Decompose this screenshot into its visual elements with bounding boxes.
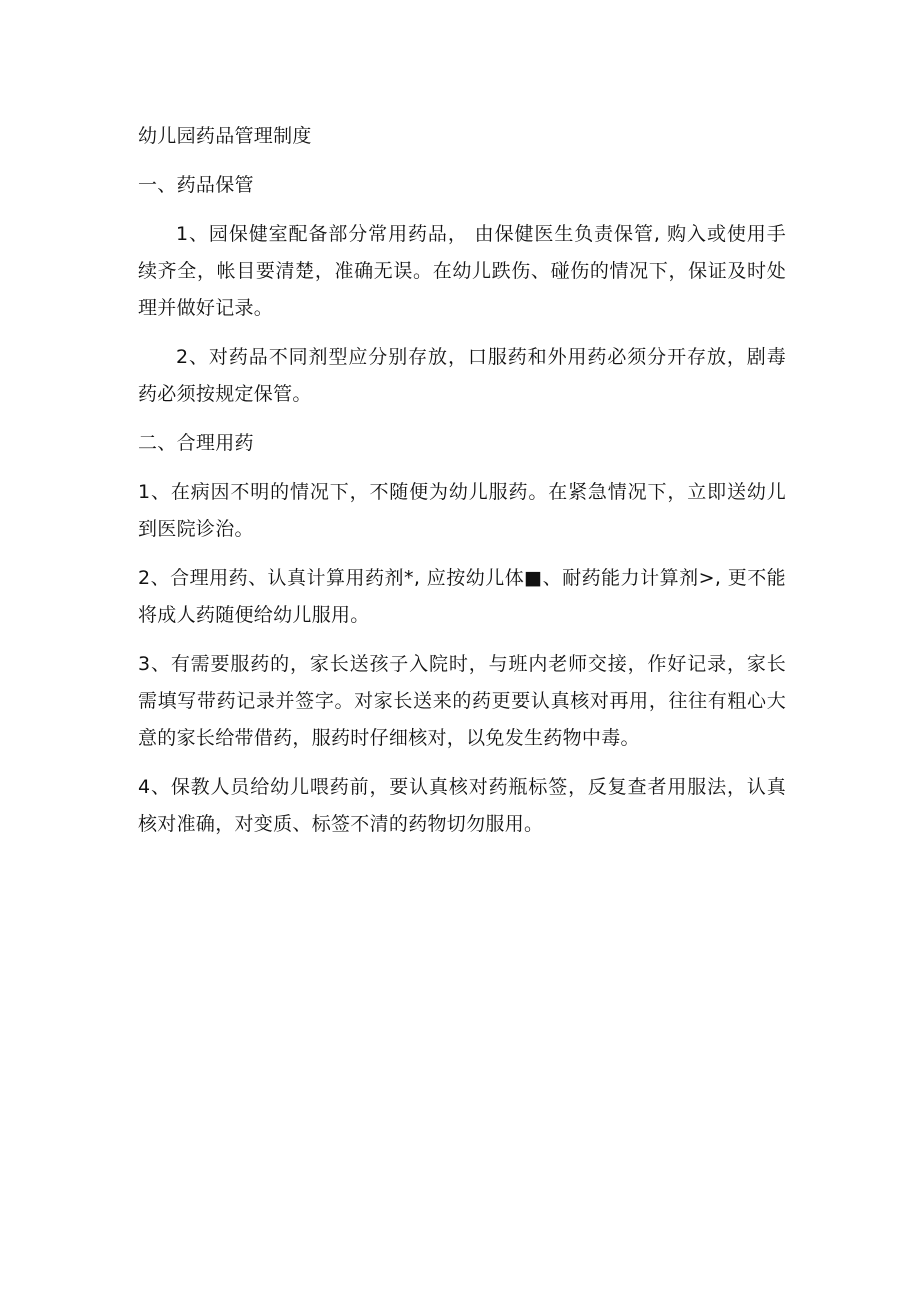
section-heading-usage: 二、合理用药 (138, 432, 254, 454)
paragraph-usage-3: 3、有需要服药的，家长送孩子入院时，与班内老师交接，作好记录，家长需填写带药记录并签字。对家长送来的药更要认真核对再用，往往有粗心大意的家长给带借药，服药时仔细核对，以免发生药物中毒。 (138, 653, 786, 749)
section-heading-storage: 一、药品保管 (138, 174, 254, 196)
document-body (138, 118, 786, 855)
paragraph-usage-1: 1、在病因不明的情况下，不随便为幼儿服药。在紧急情况下，立即送幼儿到医院诊治。 (138, 481, 786, 540)
paragraph-storage-1: 1、园保健室配备部分常用药品， 由保健医生负责保管, 购入或使用手续齐全，帐目要清楚，准确无误。在幼儿跌伤、碰伤的情况下，保证及时处理并做好记录。 (138, 223, 786, 319)
document-title: 幼儿园药品管理制度 (138, 125, 312, 147)
paragraph-usage-2: 2、合理用药、认真计算用药剂*, 应按幼儿体■、耐药能力计算剂>, 更不能将成人药随便给幼儿服用。 (138, 567, 786, 626)
paragraph-usage-4: 4、保教人员给幼儿喂药前，要认真核对药瓶标签，反复查者用服法，认真核对准确，对变质、标签不清的药物切勿服用。 (138, 776, 786, 835)
paragraph-storage-2: 2、对药品不同剂型应分别存放，口服药和外用药必须分开存放，剧毒药必须按规定保管。 (138, 346, 786, 405)
